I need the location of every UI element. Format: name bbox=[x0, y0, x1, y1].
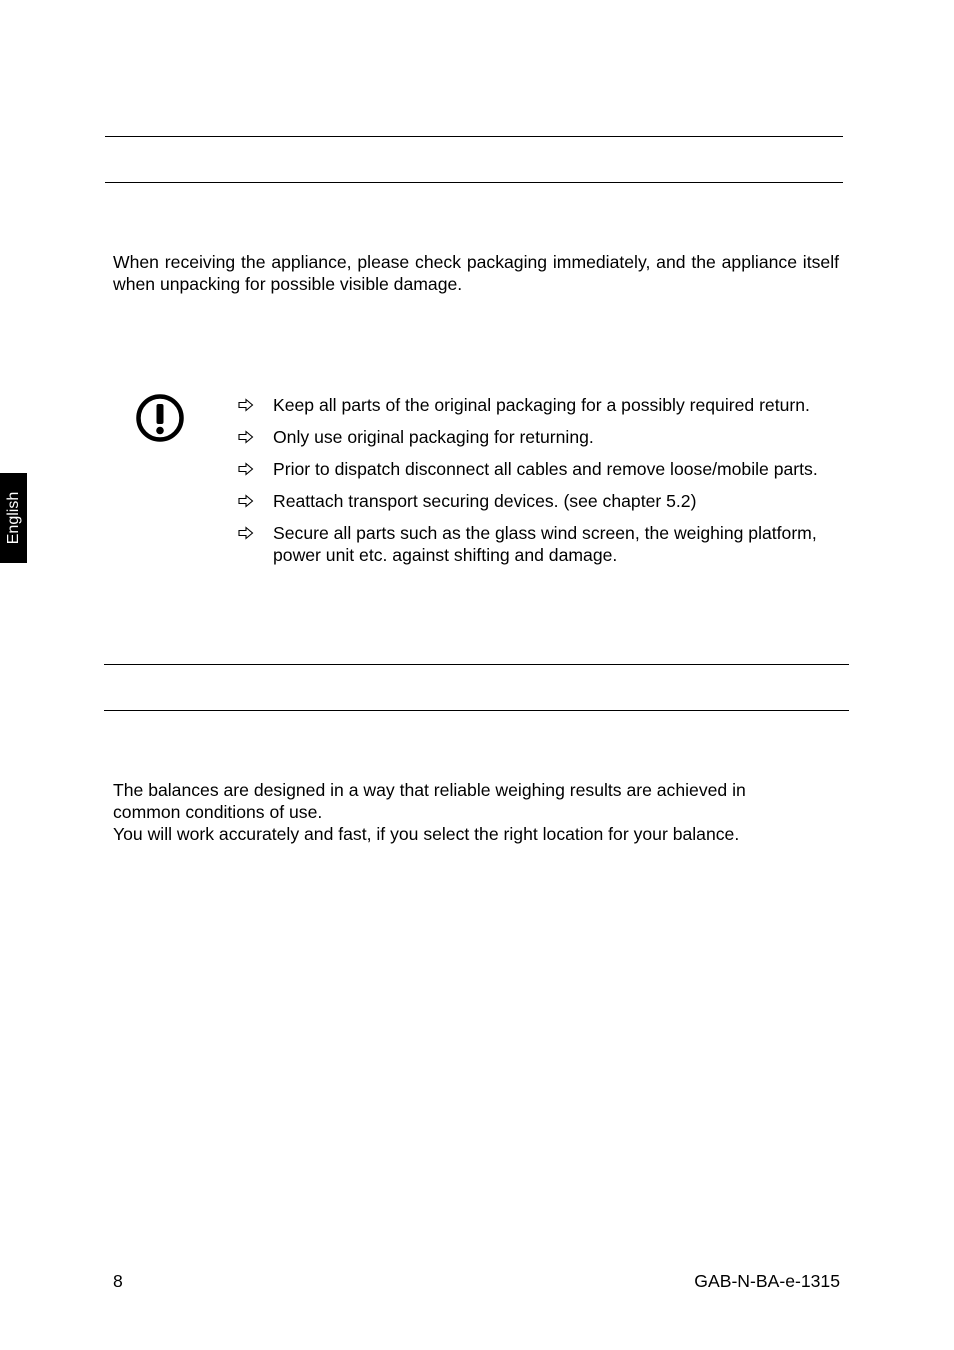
list-item-text: Reattach transport securing devices. (see chapter 5.2) bbox=[273, 491, 697, 511]
outline-arrow-right-icon bbox=[238, 430, 254, 444]
intro-paragraph: When receiving the appliance, please check packaging immediately, and the appliance itself when unpacking for possible visible damage. bbox=[113, 252, 839, 294]
list-item bbox=[238, 394, 838, 416]
outline-arrow-right-icon bbox=[238, 462, 254, 476]
location-paragraph bbox=[113, 779, 839, 845]
list-item-text: Prior to dispatch disconnect all cables and remove loose/mobile parts. bbox=[273, 459, 818, 479]
outline-arrow-right-icon bbox=[238, 398, 254, 412]
list-item-text: Secure all parts such as the glass wind screen, the weighing platform, power unit etc. against shifting and damage. bbox=[273, 523, 817, 565]
document-code: GAB-N-BA-e-1315 bbox=[694, 1271, 840, 1291]
list-item-text: Only use original packaging for returning. bbox=[273, 427, 594, 447]
language-side-tab bbox=[0, 473, 27, 563]
page-number: 8 bbox=[113, 1271, 123, 1291]
section-rule-top bbox=[104, 664, 849, 665]
list-item bbox=[238, 426, 838, 448]
location-text-line: You will work accurately and fast, if you select the right location for your balance. bbox=[113, 824, 740, 844]
exclamation-circle-icon bbox=[135, 393, 185, 443]
section-rule-bottom bbox=[104, 710, 849, 711]
list-item bbox=[238, 490, 838, 512]
location-text-line: The balances are designed in a way that reliable weighing results are achieved in common conditions of use. bbox=[113, 780, 746, 822]
transport-instructions-list bbox=[238, 394, 838, 576]
language-label: English bbox=[4, 491, 22, 545]
section-rule-top bbox=[105, 136, 843, 137]
list-item bbox=[238, 522, 838, 566]
list-item-text: Keep all parts of the original packaging for a possibly required return. bbox=[273, 395, 810, 415]
outline-arrow-right-icon bbox=[238, 494, 254, 508]
list-item bbox=[238, 458, 838, 480]
outline-arrow-right-icon bbox=[238, 526, 254, 540]
section-rule-bottom bbox=[105, 182, 843, 183]
